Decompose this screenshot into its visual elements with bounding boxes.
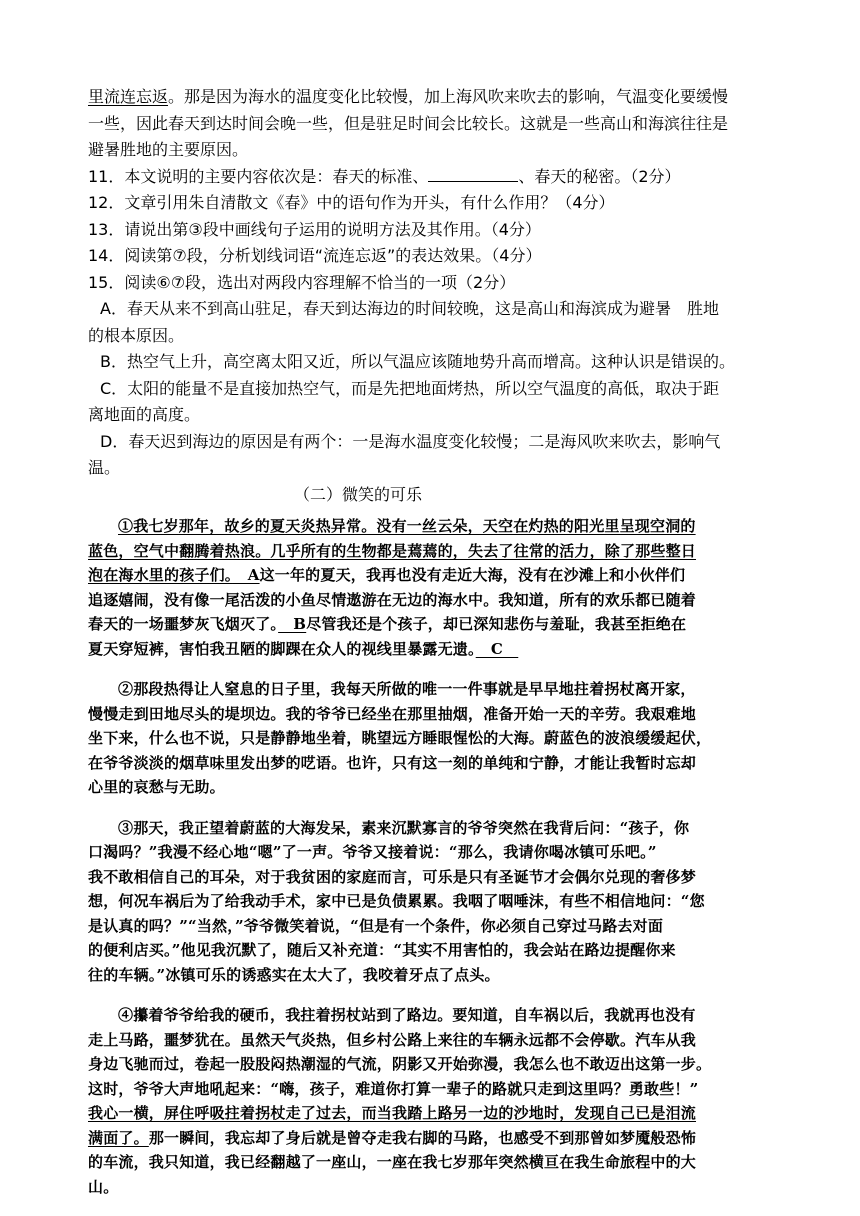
paragraph-7-tail-line-3: 避暑胜地的主要原因。 [88, 140, 249, 159]
option-d-line-1: D．春天迟到海边的原因是有两个：一是海水温度变化较慢；二是海风吹来吹去，影响气 [100, 431, 721, 451]
underlined-sentence: 我心一横，屏住呼吸拄着拐杖走了过去，而当我踏上路另一边的沙地时，发现自己已是泪流 [88, 1104, 697, 1122]
story-p4-line-4: 这时，爷爷大声地吼起来：“嗨，孩子，难道你打算一辈子的路就只走到这里吗？勇敢些！” [88, 1079, 699, 1098]
option-b-line-1: B．热空气上升，高空离太阳又近，所以气温应该随地势升高而增高。这种认识是错误的。 [100, 352, 735, 371]
underlined-phrase: 里流连忘返 [88, 87, 169, 106]
story-p1-line-6: 夏天穿短裤，害怕我丑陋的脚踝在众人的视线里暴露无遗。 C [88, 639, 519, 658]
option-a-line-1: A．春天从来不到高山驻足，春天到达海边的时间较晚，这是高山和海滨成为避暑 胜地 [100, 299, 719, 318]
story-p1-line-5: 春天的一场噩梦灰飞烟灭了。 B尽管我还是个孩子，却已深知悲伤与羞耻，我甚至拒绝在 [88, 615, 687, 633]
story-p4-line-8: 山。 [88, 1177, 119, 1196]
story-p3-line-1: ③那天，我正望着蔚蓝的大海发呆，素来沉默寡言的爷爷突然在我背后问：“孩子，你 [118, 818, 690, 837]
story-p1-line-1: ①我七岁那年，故乡的夏天炎热异常。没有一丝云朵，天空在灼热的阳光里呈现空洞的 [118, 517, 696, 535]
question-11: 11．本文说明的主要内容依次是：春天的标准、 、春天的秘密。（2分） [88, 166, 681, 186]
story-p1-line-3: 泡在海水里的孩子们。 A这一年的夏天，我再也没有走近大海，没有在沙滩上和小伙伴们 [88, 566, 686, 584]
story-p4-line-6: 满面了。那一瞬间，我忘却了身后就是曾夺走我右脚的马路，也感受不到那曾如梦魇般恐怖 [88, 1128, 697, 1147]
story-p4-line-1: ④攥着爷爷给我的硬币，我拄着拐杖站到了路边。要知道，自车祸以后，我就再也没有 [118, 1006, 696, 1024]
paragraph-7-tail-line-2: 一些，因此春天到达时间会晚一些，但是驻足时间会比较长。这就是一些高山和海滨往往是 [88, 113, 729, 133]
blank-marker-a: A [232, 566, 260, 584]
option-d-line-2: 温。 [88, 458, 121, 477]
story-p3-line-5: 是认真的吗？”“当然，”爷爷微笑着说，“但是有一个条件，你必须自己穿过马路去对面 [88, 916, 664, 935]
section-title: （二）微笑的可乐 [293, 484, 422, 504]
story-p2-line-3: 坐下来，什么也不说，只是静静地坐着，眺望远方睡眼惺忪的大海。蔚蓝色的波浪缓缓起伏， [88, 729, 712, 747]
story-p3-line-7: 往的车辆。”冰镇可乐的诱惑实在太大了，我咬着牙点了点头。 [88, 965, 500, 984]
story-p2-line-2: 慢慢走到田地尽头的堤坝边。我的爷爷已经坐在那里抽烟，准备开始一天的辛劳。我艰难地 [88, 704, 697, 723]
blank-marker-c: C [475, 639, 519, 658]
answer-blank[interactable] [428, 167, 518, 182]
story-p1-line-2: 蓝色，空气中翻腾着热浪。几乎所有的生物都是蔫蔫的，失去了往常的活力，除了那些整日 [88, 541, 697, 560]
story-p4-line-7: 的车流，我只知道，我已经翻越了一座山，一座在我七岁那年突然横亘在我生命旅程中的大 [88, 1153, 697, 1171]
option-c-line-1: C．太阳的能量不是直接加热空气，而是先把地面烤热，所以空气温度的高低，取决于距 [100, 378, 720, 398]
story-p3-line-2: 口渴吗？”我漫不经心地“嗯”了一声。爷爷又接着说：“那么，我请你喝冰镇可乐吧。” [88, 843, 657, 861]
question-15: 15．阅读⑥⑦段，选出对两段内容理解不恰当的一项（2分） [88, 272, 516, 292]
story-p1-line-4: 追逐嬉闹，没有像一尾活泼的小鱼尽情遨游在无边的海水中。我知道，所有的欢乐都已随着 [88, 590, 697, 609]
blank-marker-b: B [278, 615, 307, 633]
question-13: 13．请说出第③段中画线句子运用的说明方法及其作用。（4分） [88, 219, 541, 239]
story-p3-line-3: 我不敢相信自己的耳朵，对于我贫困的家庭而言，可乐是只有圣诞节才会偶尔兑现的奢侈梦 [88, 867, 697, 886]
option-a-line-2: 的根本原因。 [88, 325, 185, 345]
story-p4-line-2: 走上马路，噩梦犹在。虽然天气炎热，但乡村公路上来往的车辆永远都不会停歇。汽车从我 [88, 1030, 697, 1049]
question-14: 14．阅读第⑦段，分析划线词语“流连忘返”的表达效果。（4分） [88, 246, 542, 265]
story-p4-line-3: 身边飞驰而过，卷起一股股闷热潮湿的气流，阴影又开始弥漫，我怎么也不敢迈出这第一步。 [88, 1055, 712, 1073]
story-p2-line-4: 在爷爷淡淡的烟草味里发出梦的呓语。也许，只有这一刻的单纯和宁静，才能让我暂时忘却 [88, 753, 697, 772]
question-12: 12．文章引用朱自清散文《春》中的语句作为开头，有什么作用？（4分） [88, 193, 615, 212]
option-c-line-2: 离地面的高度。 [88, 405, 201, 424]
story-p4-line-5 [88, 1101, 778, 1126]
exam-page [88, 84, 778, 1199]
story-p3-line-4: 想，何况车祸后为了给我动手术，家中已是负债累累。我咽了咽唾沫，有些不相信地问：“您 [88, 892, 705, 910]
story-p2-line-5: 心里的哀愁与无助。 [88, 778, 225, 796]
story-p2-line-1: ②那段热得让人窒息的日子里，我每天所做的唯一一件事就是早早地拄着拐杖离开家， [118, 680, 696, 698]
story-p3-line-6: 的便利店买。”他见我沉默了，随后又补充道：“其实不用害怕的，我会站在路边提醒你来 [88, 941, 676, 959]
paragraph-7-tail-line-1: 里流连忘返。那是因为海水的温度变化比较慢，加上海风吹来吹去的影响，气温变化要缓慢 [88, 87, 729, 106]
